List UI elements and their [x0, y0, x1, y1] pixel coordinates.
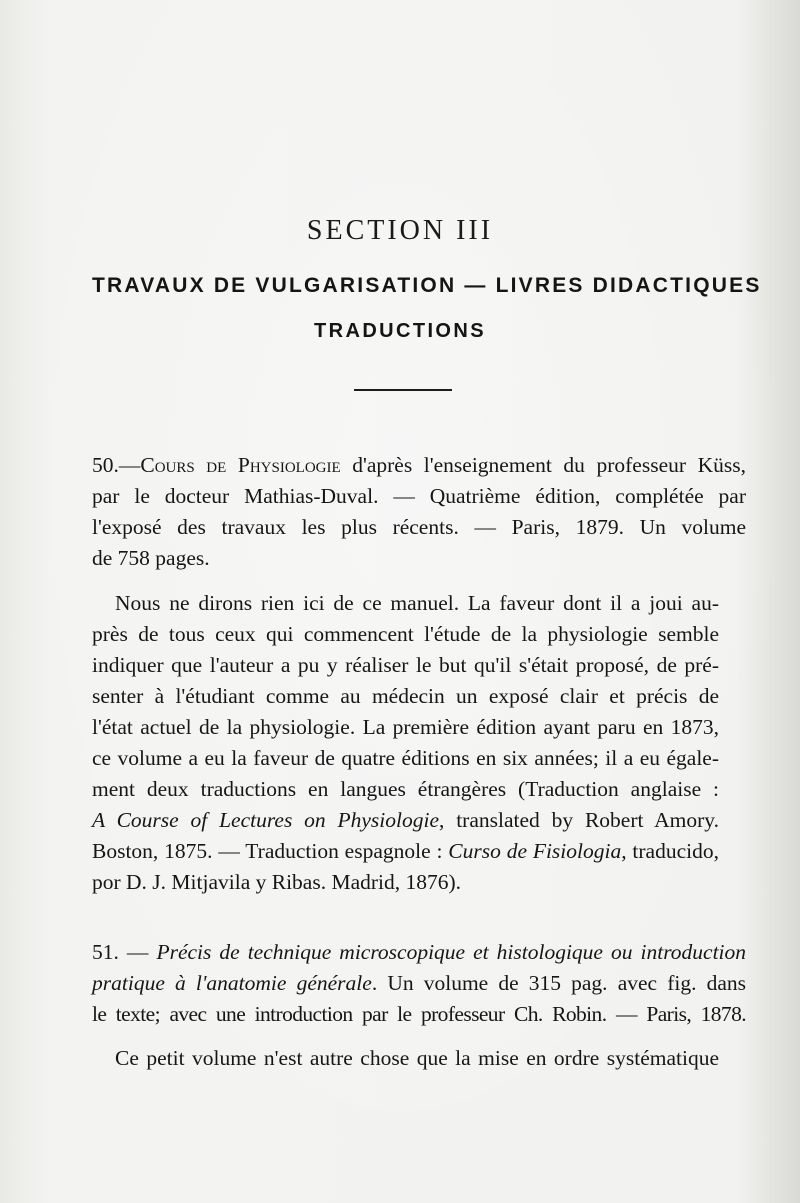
entry-51-line-3: le texte; avec une introduction par le professeur Ch. Robin. — Paris, 1878. [92, 1002, 746, 1026]
entry-51-title-1: Précis de technique microscopique et histologique ou introduction [156, 940, 747, 964]
entry-51-line-1 [92, 937, 747, 968]
entry-51-number: 51. — [92, 940, 157, 964]
para-51-line-1: Ce petit volume n'est autre chose que la mise en ordre systématique [115, 1046, 719, 1070]
para-50-line-7: ment deux traductions en langues étrangères (Traduction anglaise : [92, 777, 719, 801]
paragraph-51 [92, 1043, 719, 1074]
entry-51-title-2: pratique à l'anatomie générale [92, 971, 372, 995]
entry-50-line-2: par le docteur Mathias-Duval. — Quatrième édition, complétée par [92, 484, 746, 508]
entry-50-line-1-rest: d'après l'enseignement du professeur Küss, [340, 453, 746, 477]
section-title: SECTION III [306, 215, 494, 246]
para-50-line-8-rest: , translated by Robert Amory. [439, 808, 719, 832]
para-50-line-4: senter à l'étudiant comme au médecin un exposé clair et précis de [92, 684, 719, 708]
para-50-line-2: près de tous ceux qui commencent l'étude de la physiologie semble [92, 622, 719, 646]
spanish-title: Curso de Fisiologia [448, 839, 622, 863]
section-subtitle-2: TRADUCTIONS [314, 320, 486, 342]
para-50-line-8 [92, 805, 719, 836]
section-subtitle: TRAVAUX DE VULGARISATION — LIVRES DIDACTIQUES [92, 274, 762, 297]
entry-51-line-2 [92, 968, 746, 999]
para-50-line-5: l'état actuel de la physiologie. La première édition ayant paru en 1873, [92, 715, 719, 739]
para-50-line-10: por D. J. Mitjavila y Ribas. Madrid, 1876). [92, 870, 462, 894]
entry-51-line-2-rest: . Un volume de 315 pag. avec fig. dans [371, 971, 746, 995]
paragraph-50 [92, 588, 719, 898]
english-title: A Course of Lectures on Physiologie [92, 808, 439, 832]
entry-50-line-1 [92, 450, 746, 481]
para-50-line-9-rest: , traducido, [621, 839, 719, 863]
entry-50-line-3: l'exposé des travaux les plus récents. — Paris, 1879. Un volume [92, 515, 746, 539]
entry-50-title: Cours de Physiologie [140, 453, 341, 477]
entry-50-number: 50.— [92, 453, 141, 477]
para-50-line-9 [92, 836, 719, 867]
para-50-line-9-pre: Boston, 1875. — Traduction espagnole : [92, 839, 449, 863]
section-divider [354, 389, 452, 391]
entry-50 [92, 450, 746, 574]
para-50-line-3: indiquer que l'auteur a pu y réaliser le but qu'il s'était proposé, de pré- [92, 653, 719, 677]
para-50-line-6: ce volume a eu la faveur de quatre éditions en six années; il a eu égale- [92, 746, 719, 770]
para-50-line-1: Nous ne dirons rien ici de ce manuel. La faveur dont il a joui au- [115, 591, 719, 615]
entry-51 [92, 937, 746, 1030]
entry-50-line-4: de 758 pages. [92, 546, 210, 570]
